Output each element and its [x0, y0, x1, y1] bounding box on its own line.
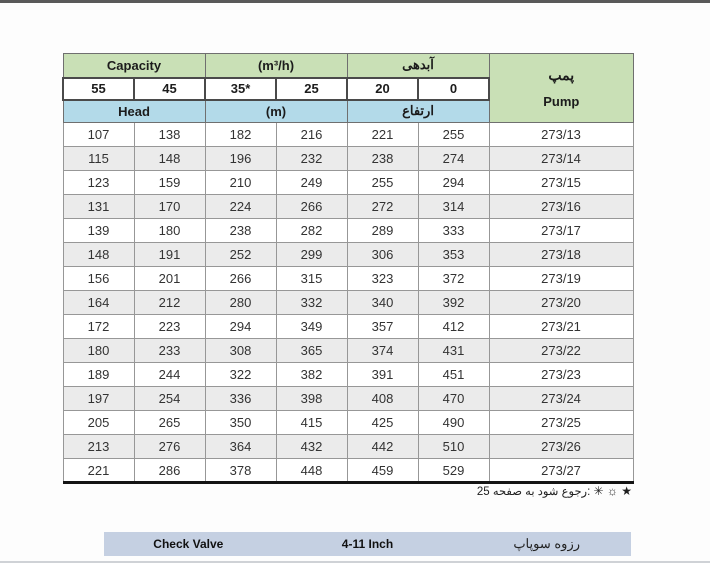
footnote-symbols: ★ ☼ ✳	[593, 484, 632, 498]
head-value-cell: 197	[63, 387, 134, 411]
pump-model-cell: 273/24	[489, 387, 633, 411]
head-value-cell: 336	[205, 387, 276, 411]
flow-value-cell: 45	[134, 78, 205, 100]
pump-model-cell: 273/19	[489, 267, 633, 291]
head-value-cell: 170	[134, 195, 205, 219]
pump-table-body	[63, 123, 633, 483]
table-row	[63, 315, 633, 339]
head-value-cell: 205	[63, 411, 134, 435]
head-value-cell: 510	[418, 435, 489, 459]
pump-table	[62, 53, 634, 484]
head-value-cell: 353	[418, 243, 489, 267]
head-value-cell: 365	[276, 339, 347, 363]
head-value-cell: 431	[418, 339, 489, 363]
head-value-cell: 182	[205, 123, 276, 147]
head-value-cell: 286	[134, 459, 205, 483]
head-value-cell: 213	[63, 435, 134, 459]
head-value-cell: 432	[276, 435, 347, 459]
head-value-cell: 372	[418, 267, 489, 291]
flow-value-cell: 35*	[205, 78, 276, 100]
table-row	[63, 123, 633, 147]
table-row	[63, 291, 633, 315]
head-value-cell: 232	[276, 147, 347, 171]
pump-model-cell: 273/13	[489, 123, 633, 147]
head-value-cell: 159	[134, 171, 205, 195]
pump-model-cell: 273/14	[489, 147, 633, 171]
table-row	[63, 387, 633, 411]
head-value-cell: 448	[276, 459, 347, 483]
head-value-cell: 156	[63, 267, 134, 291]
head-value-cell: 382	[276, 363, 347, 387]
head-value-cell: 221	[63, 459, 134, 483]
head-value-cell: 266	[205, 267, 276, 291]
table-row	[63, 147, 633, 171]
head-value-cell: 255	[347, 171, 418, 195]
head-value-cell: 276	[134, 435, 205, 459]
head-value-cell: 415	[276, 411, 347, 435]
head-value-cell: 374	[347, 339, 418, 363]
capacity-label-fa: آبدهی	[347, 54, 489, 78]
head-value-cell: 221	[347, 123, 418, 147]
bottom-bar	[104, 532, 631, 556]
pump-model-cell: 273/26	[489, 435, 633, 459]
head-value-cell: 191	[134, 243, 205, 267]
capacity-label: Capacity	[63, 54, 205, 78]
table-row	[63, 363, 633, 387]
head-value-cell: 451	[418, 363, 489, 387]
table-row	[63, 435, 633, 459]
pump-model-cell: 273/18	[489, 243, 633, 267]
head-value-cell: 322	[205, 363, 276, 387]
head-value-cell: 249	[276, 171, 347, 195]
pump-model-cell: 273/25	[489, 411, 633, 435]
head-label: Head	[63, 100, 205, 123]
pump-table-header	[63, 54, 633, 123]
table-row	[63, 171, 633, 195]
head-value-cell: 266	[276, 195, 347, 219]
head-value-cell: 529	[418, 459, 489, 483]
head-value-cell: 244	[134, 363, 205, 387]
head-value-cell: 201	[134, 267, 205, 291]
flow-value-cell: 55	[63, 78, 134, 100]
head-value-cell: 391	[347, 363, 418, 387]
head-value-cell: 180	[63, 339, 134, 363]
pump-model-cell: 273/17	[489, 219, 633, 243]
head-value-cell: 131	[63, 195, 134, 219]
head-value-cell: 254	[134, 387, 205, 411]
head-value-cell: 340	[347, 291, 418, 315]
head-value-cell: 425	[347, 411, 418, 435]
head-value-cell: 123	[63, 171, 134, 195]
head-value-cell: 442	[347, 435, 418, 459]
head-value-cell: 139	[63, 219, 134, 243]
head-value-cell: 308	[205, 339, 276, 363]
head-value-cell: 412	[418, 315, 489, 339]
head-value-cell: 378	[205, 459, 276, 483]
head-value-cell: 164	[63, 291, 134, 315]
head-value-cell: 196	[205, 147, 276, 171]
table-row	[63, 267, 633, 291]
head-value-cell: 299	[276, 243, 347, 267]
head-value-cell: 323	[347, 267, 418, 291]
pump-model-cell: 273/16	[489, 195, 633, 219]
table-row	[63, 195, 633, 219]
head-value-cell: 357	[347, 315, 418, 339]
check-valve-label: Check Valve	[153, 537, 224, 551]
head-value-cell: 265	[134, 411, 205, 435]
capacity-unit-label: (m³/h)	[205, 54, 347, 78]
head-value-cell: 315	[276, 267, 347, 291]
footnote	[477, 484, 632, 498]
flow-value-cell: 25	[276, 78, 347, 100]
head-value-cell: 180	[134, 219, 205, 243]
pump-label-en: Pump	[543, 94, 580, 109]
footnote-text: :رجوع شود به صفحه 25	[476, 486, 591, 498]
pump-model-cell: 273/22	[489, 339, 633, 363]
head-value-cell: 255	[418, 123, 489, 147]
pump-model-cell: 273/15	[489, 171, 633, 195]
head-value-cell: 272	[347, 195, 418, 219]
pump-model-cell: 273/27	[489, 459, 633, 483]
head-value-cell: 306	[347, 243, 418, 267]
head-value-cell: 294	[205, 315, 276, 339]
head-value-cell: 398	[276, 387, 347, 411]
head-value-cell: 210	[205, 171, 276, 195]
pump-label-fa: پمپ	[548, 67, 575, 83]
head-value-cell: 332	[276, 291, 347, 315]
head-value-cell: 223	[134, 315, 205, 339]
head-value-cell: 274	[418, 147, 489, 171]
head-unit-label: (m)	[205, 100, 347, 123]
head-value-cell: 238	[347, 147, 418, 171]
pump-model-cell: 273/20	[489, 291, 633, 315]
head-value-cell: 115	[63, 147, 134, 171]
pump-model-cell: 273/21	[489, 315, 633, 339]
inch-range-label: 4-11 Inch	[341, 537, 394, 551]
pump-header-cell	[489, 54, 633, 123]
head-value-cell: 138	[134, 123, 205, 147]
head-value-cell: 289	[347, 219, 418, 243]
head-value-cell: 233	[134, 339, 205, 363]
head-value-cell: 333	[418, 219, 489, 243]
head-value-cell: 350	[205, 411, 276, 435]
head-value-cell: 216	[276, 123, 347, 147]
head-value-cell: 459	[347, 459, 418, 483]
table-row	[63, 339, 633, 363]
head-value-cell: 490	[418, 411, 489, 435]
valve-thread-label-fa: رزوه سوپاپ	[513, 536, 580, 551]
head-value-cell: 148	[63, 243, 134, 267]
head-value-cell: 107	[63, 123, 134, 147]
head-value-cell: 470	[418, 387, 489, 411]
table-row	[63, 411, 633, 435]
head-value-cell: 294	[418, 171, 489, 195]
head-value-cell: 282	[276, 219, 347, 243]
head-value-cell: 349	[276, 315, 347, 339]
head-value-cell: 314	[418, 195, 489, 219]
pump-model-cell: 273/23	[489, 363, 633, 387]
head-value-cell: 238	[205, 219, 276, 243]
head-value-cell: 148	[134, 147, 205, 171]
head-value-cell: 252	[205, 243, 276, 267]
head-value-cell: 224	[205, 195, 276, 219]
head-value-cell: 364	[205, 435, 276, 459]
table-row	[63, 243, 633, 267]
head-value-cell: 392	[418, 291, 489, 315]
head-value-cell: 212	[134, 291, 205, 315]
head-label-fa: ارتفاع	[347, 100, 489, 123]
flow-value-cell: 0	[418, 78, 489, 100]
flow-value-cell: 20	[347, 78, 418, 100]
capacity-header-row	[63, 54, 633, 78]
head-value-cell: 408	[347, 387, 418, 411]
table-row	[63, 459, 633, 483]
head-value-cell: 189	[63, 363, 134, 387]
table-row	[63, 219, 633, 243]
head-value-cell: 280	[205, 291, 276, 315]
head-value-cell: 172	[63, 315, 134, 339]
